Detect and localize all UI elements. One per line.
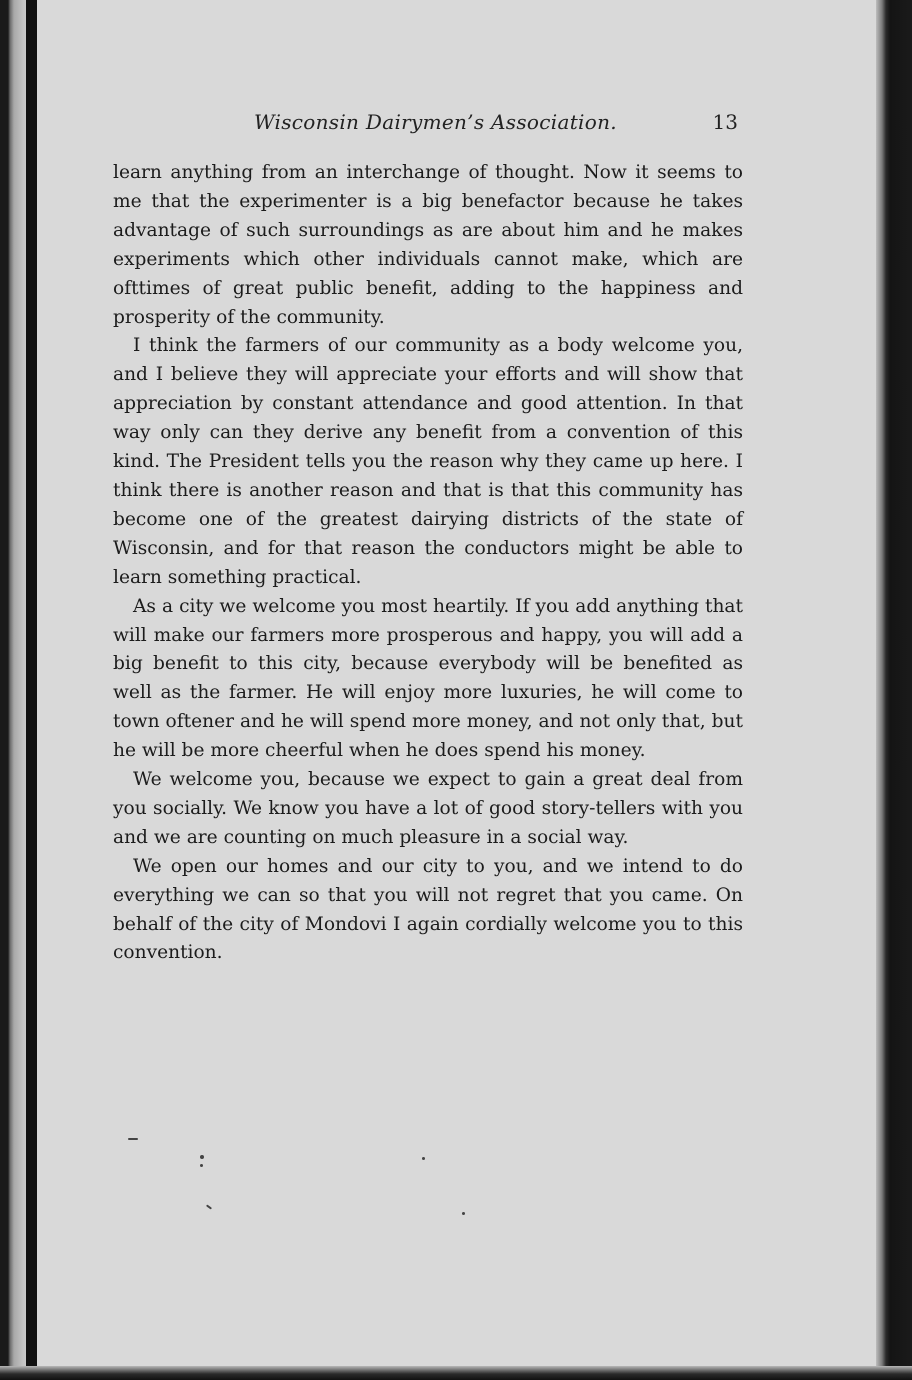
scan-speck: [200, 1164, 203, 1167]
page-header: [112, 110, 742, 140]
page-number: 13: [712, 110, 738, 134]
scan-speck: [422, 1157, 425, 1160]
running-title: Wisconsin Dairymen’s Association.: [254, 110, 617, 134]
paragraph: As a city we welcome you most heartily. If you add anything that will make our farmers more prosperous and happy, you will add a big benefit to this city, because everybody will be benefited as well as the farmer. He will enjoy more luxuries, he will come to town oftener and he will spend more money, and not only that, but he will be more cheerful when he does spend his money.: [113, 595, 743, 762]
paragraph: We open our homes and our city to you, and we intend to do everything we can so that you will not regret that you came. On behalf of the city of Mondovi I again cordially welcome you to this convention.: [113, 855, 743, 964]
right-scan-edge: [876, 0, 912, 1380]
bottom-scan-edge: [0, 1366, 912, 1380]
scan-speck: [128, 1138, 138, 1140]
paragraph: I think the farmers of our community as a body welcome you, and I believe they will appreciate your efforts and will show that appreciation by constant attendance and good attention. In that way only can they derive any benefit from a convention of this kind. The President tells you the reason why they came up here. I think there is another reason and that is that this community has become one of the greatest dairying districts of the state of Wisconsin, and for that reason the conductors might be able to learn something practical.: [113, 335, 743, 588]
paragraph: We welcome you, because we expect to gain a great deal from you socially. We know you have a lot of good story-tellers with you and we are counting on much pleasure in a social way.: [113, 769, 743, 848]
left-binding-shadow: [26, 0, 37, 1380]
body-text: [113, 159, 743, 968]
scan-speck: [200, 1155, 204, 1159]
paragraph: learn anything from an interchange of thought. Now it seems to me that the experimenter is a big benefactor because he takes advantage of such surroundings as are about him and he makes experiments which other individuals cannot make, which are ofttimes of great public benefit, adding to the happiness and prosperity of the community.: [113, 162, 743, 328]
scan-speck: [462, 1212, 465, 1215]
